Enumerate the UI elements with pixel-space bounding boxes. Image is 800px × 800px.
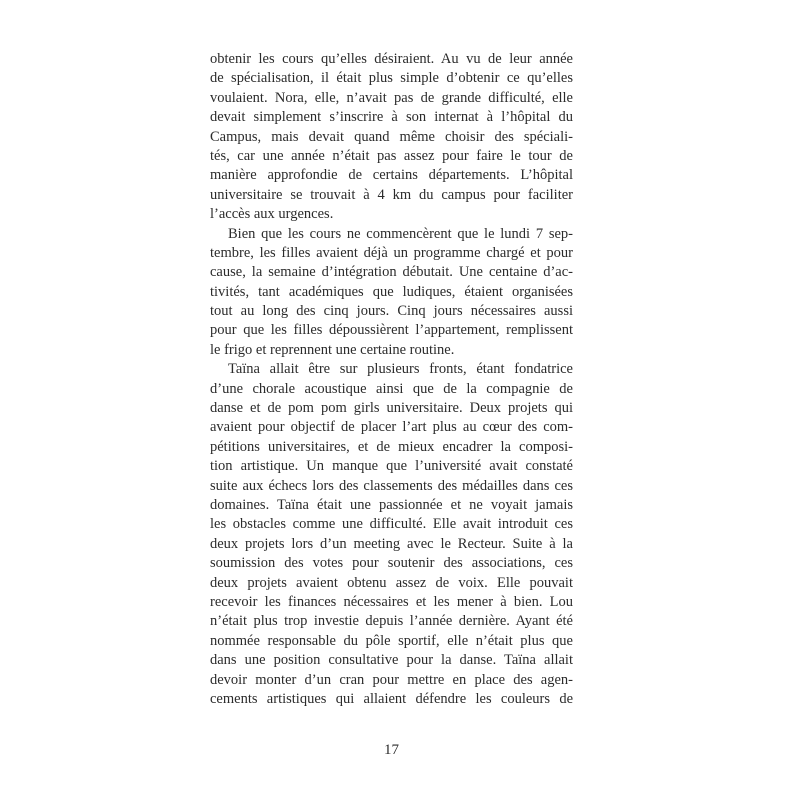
text-line: tés, car une année n’était pas assez pour faire le tour de <box>210 147 573 164</box>
text-line: devoir monter d’un cran pour mettre en place des agen- <box>210 671 573 688</box>
paragraph <box>210 360 573 709</box>
text-line: suite aux échecs lors des classements des médailles dans ces <box>210 477 573 494</box>
text-line: deux projets avaient obtenu assez de voix. Elle pouvait <box>210 574 573 591</box>
text-line: d’une chorale acoustique ainsi que de la compagnie de <box>210 380 573 397</box>
text-line: Bien que les cours ne commencèrent que le lundi 7 sep- <box>228 225 573 242</box>
text-line: deux projets lors d’un meeting avec le Recteur. Suite à la <box>210 535 573 552</box>
text-line: nommée responsable du pôle sportif, elle n’était plus que <box>210 632 573 649</box>
text-line: l’accès aux urgences. <box>210 206 334 223</box>
text-line: Campus, mais devait quand même choisir des spéciali- <box>210 128 573 145</box>
text-line: domaines. Taïna était une passionnée et ne voyait jamais <box>210 496 573 513</box>
text-line: tivités, tant académiques que ludiques, étaient organisées <box>210 283 573 300</box>
text-line: de spécialisation, il était plus simple d’obtenir ce qu’elles <box>210 70 573 87</box>
text-line: danse et de pom pom girls universitaire. Deux projets qui <box>210 400 573 417</box>
text-line: pour que les filles dépoussièrent l’appartement, remplissent <box>210 322 573 339</box>
text-line: cements artistiques qui allaient défendre les couleurs de <box>210 690 573 707</box>
paragraph <box>210 50 573 225</box>
text-line: le frigo et reprennent une certaine routine. <box>210 341 455 358</box>
text-line: n’était plus trop investie depuis l’année dernière. Ayant été <box>210 613 573 630</box>
text-line: recevoir les finances nécessaires et les mener à bien. Lou <box>210 593 573 610</box>
text-line: dans une position consultative pour la danse. Taïna allait <box>210 652 573 669</box>
text-line: tout au long des cinq jours. Cinq jours nécessaires aussi <box>210 303 573 320</box>
paragraph <box>210 225 573 361</box>
body-text <box>210 50 573 709</box>
text-line: avaient pour objectif de placer l’art plus au cœur des com- <box>210 419 573 436</box>
text-line: manière approfondie de certains départements. L’hôpital <box>210 167 573 184</box>
page-number: 17 <box>384 742 399 758</box>
text-line: universitaire se trouvait à 4 km du campus pour faciliter <box>210 186 573 203</box>
text-line: devait simplement s’inscrire à son internat à l’hôpital du <box>210 109 573 126</box>
text-line: cause, la semaine d’intégration débutait. Une centaine d’ac- <box>210 264 573 281</box>
text-line: soumission des votes pour soutenir des associations, ces <box>210 555 573 572</box>
text-line: Taïna allait être sur plusieurs fronts, étant fondatrice <box>228 361 573 378</box>
text-line: tion artistique. Un manque que l’université avait constaté <box>210 458 573 475</box>
text-line: voulaient. Nora, elle, n’avait pas de grande difficulté, elle <box>210 89 573 106</box>
text-line: les obstacles comme une difficulté. Elle avait introduit ces <box>210 516 573 533</box>
text-line: pétitions universitaires, et de mieux encadrer la composi- <box>210 438 573 455</box>
text-line: obtenir les cours qu’elles désiraient. Au vu de leur année <box>210 51 573 67</box>
text-line: tembre, les filles avaient déjà un programme chargé et pour <box>210 244 573 261</box>
